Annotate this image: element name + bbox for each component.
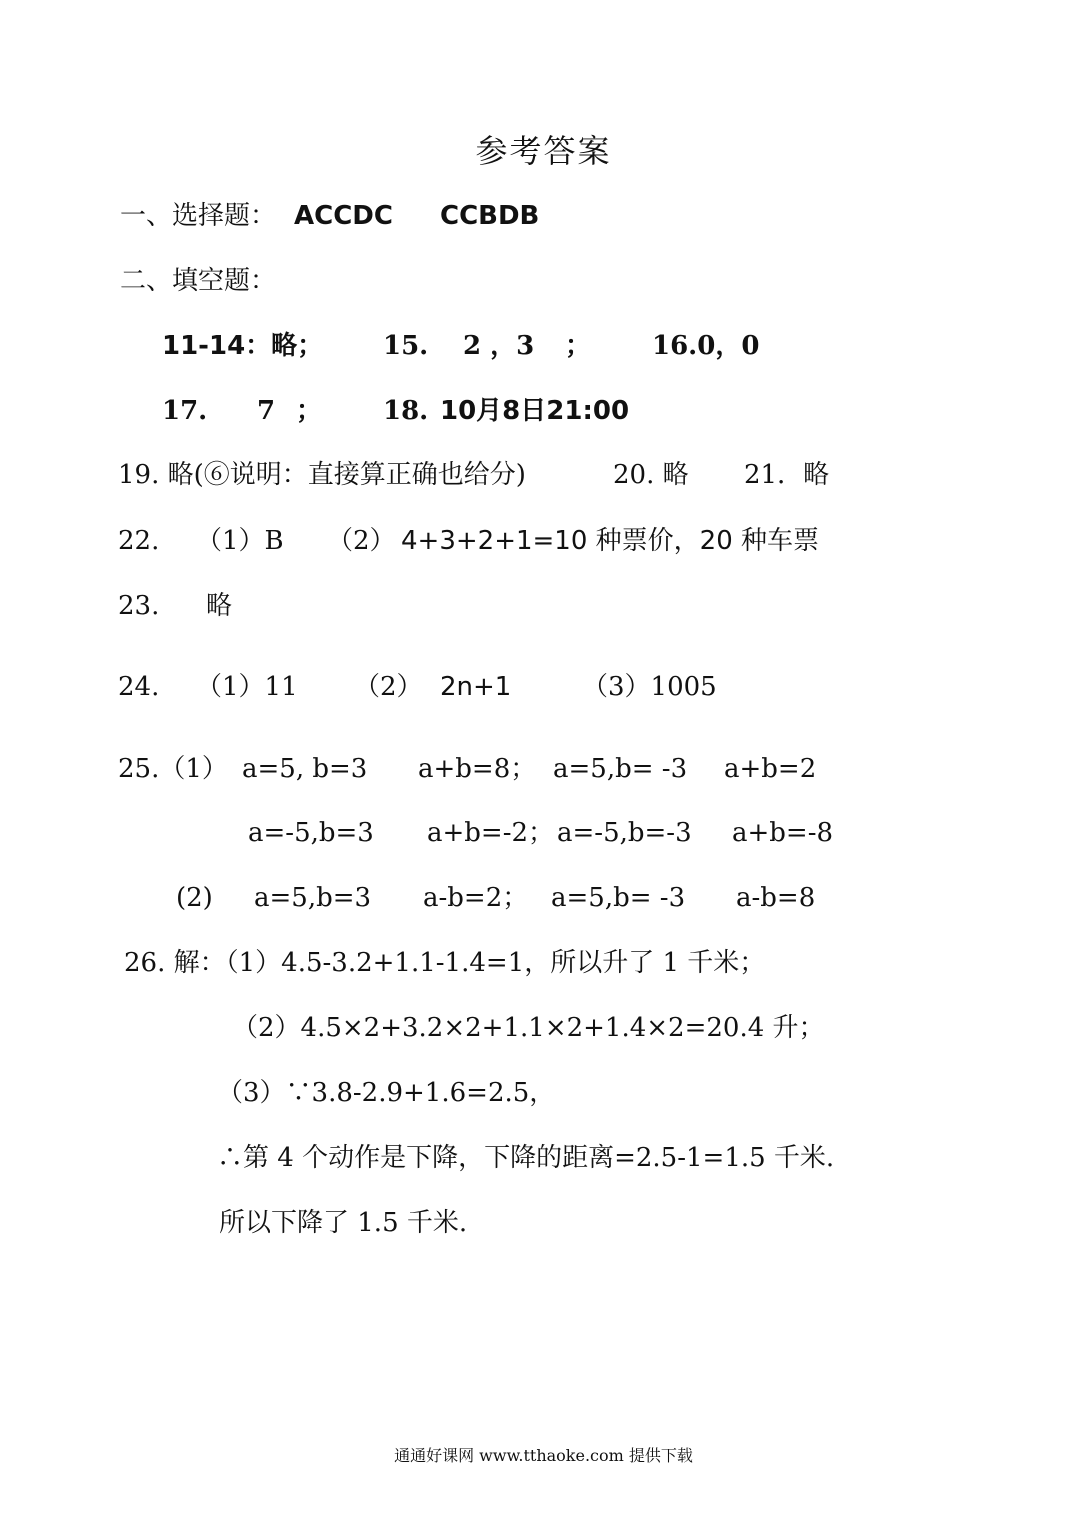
section-choice-label: 一、选择题： — [120, 201, 277, 231]
choice-answers-6-10: CCBDB — [440, 201, 540, 231]
fill-answer-15-value: 2 ，3 — [463, 331, 535, 361]
fill-answer-17-end: ； — [296, 396, 323, 426]
page-footer: 通通好课网 www.tthaoke.com 提供下载 — [394, 1446, 693, 1465]
section-fill-label: 二、填空题： — [120, 266, 277, 296]
answer-25-r3-c1: a=5,b=3 — [254, 883, 372, 913]
fill-answer-11-14: 11-14：略； — [162, 331, 324, 361]
answer-20: 20. 略 — [613, 460, 689, 490]
answer-25-part2-label: (2) — [176, 883, 213, 913]
answer-22-part2-label: （2） — [327, 526, 396, 556]
answer-24-part3: （3）1005 — [582, 672, 717, 702]
page-title: 参考答案 — [475, 132, 612, 170]
answer-26-line4: ∴第 4 个动作是下降，下降的距离=2.5-1=1.5 千米. — [217, 1143, 835, 1173]
answer-24-num: 24. — [118, 672, 160, 702]
fill-answer-17-num: 17. — [162, 396, 208, 426]
answer-26-line3: （3）∵3.8-2.9+1.6=2.5， — [217, 1078, 556, 1108]
answer-25-num: 25.（1） — [118, 754, 228, 784]
answer-25-r3-c3: a=5,b= -3 — [551, 883, 686, 913]
answer-24-part1: （1）11 — [196, 672, 298, 702]
answer-25-r1-c3: a=5,b= -3 — [553, 754, 688, 784]
answer-22-part2: 4+3+2+1=10 种票价，20 种车票 — [401, 526, 820, 556]
fill-answer-15-end: ； — [565, 331, 592, 361]
fill-answer-16: 16.0，0 — [652, 331, 760, 361]
answer-23: 略 — [206, 591, 233, 621]
answer-23-num: 23. — [118, 591, 160, 621]
answer-25-r2-c2: a+b=-2； — [427, 818, 555, 848]
fill-answer-17-value: 7 — [257, 396, 276, 426]
answer-21: 21．略 — [744, 460, 830, 490]
answer-25-r1-c1: a=5, b=3 — [242, 754, 368, 784]
answer-26-line1: 26. 解：（1）4.5-3.2+1.1-1.4=1，所以升了 1 千米； — [124, 948, 766, 978]
answer-25-r1-c4: a+b=2 — [724, 754, 817, 784]
choice-answers-1-5: ACCDC — [294, 201, 393, 231]
answer-22-part1: （1）B — [196, 526, 284, 556]
answer-25-r2-c3: a=-5,b=-3 — [557, 818, 692, 848]
answer-19: 19. 略(⑥说明：直接算正确也给分) — [118, 460, 526, 490]
answer-24-part2: 2n+1 — [440, 672, 512, 702]
answer-25-r2-c1: a=-5,b=3 — [248, 818, 374, 848]
answer-26-line2: （2）4.5×2+3.2×2+1.1×2+1.4×2=20.4 升； — [232, 1013, 825, 1043]
answer-25-r1-c2: a+b=8； — [418, 754, 537, 784]
answer-25-r3-c2: a-b=2； — [423, 883, 529, 913]
answer-22-num: 22. — [118, 526, 160, 556]
fill-answer-18-value: 10月8日21:00 — [440, 396, 630, 426]
fill-answer-15-num: 15. — [383, 331, 429, 361]
answer-24-part2-label: （2） — [354, 672, 423, 702]
answer-26-line5: 所以下降了 1.5 千米. — [219, 1208, 468, 1238]
answer-25-r2-c4: a+b=-8 — [732, 818, 834, 848]
answer-25-r3-c4: a-b=8 — [736, 883, 816, 913]
fill-answer-18-num: 18. — [383, 396, 429, 426]
